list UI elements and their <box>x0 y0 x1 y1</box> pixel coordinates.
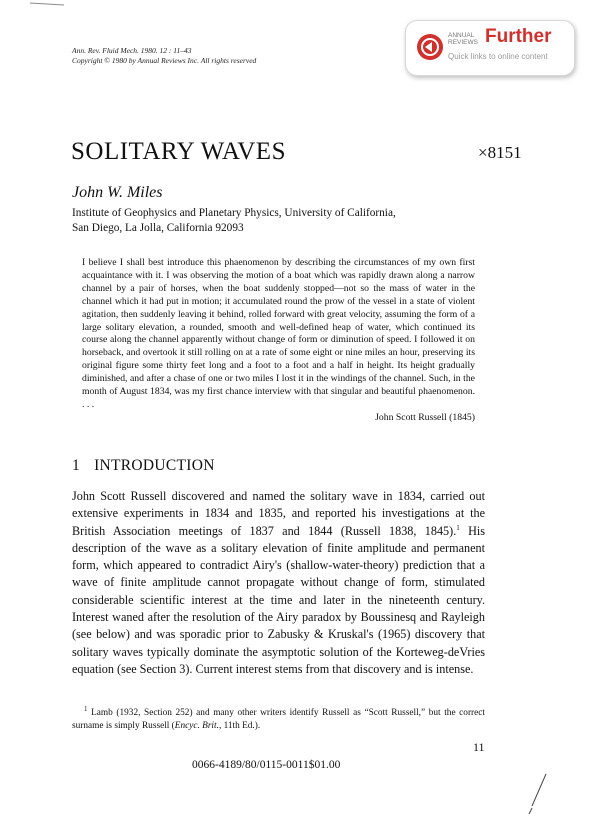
further-logo-icon <box>417 34 443 60</box>
annual-label: ANNUAL <box>448 32 475 39</box>
further-subtitle: Quick links to online content <box>448 52 548 61</box>
reviews-label: REVIEWS <box>448 39 478 46</box>
journal-line: Ann. Rev. Fluid Mech. 1980. 12 : 11–43 <box>72 46 192 55</box>
page-number: 11 <box>473 740 485 754</box>
section-number: 1 <box>72 457 81 474</box>
footnote-marker: 1 <box>84 704 88 713</box>
author-affiliation <box>72 206 472 236</box>
epigraph-attribution: John Scott Russell (1845) <box>375 411 475 423</box>
section-title: INTRODUCTION <box>94 457 215 474</box>
pen-mark <box>520 772 550 816</box>
further-badge[interactable] <box>405 20 575 76</box>
section-heading <box>72 457 215 475</box>
intro-text-part-2: His description of the wave as a solitary elevation of finite amplitude and permanent form, which appeared to contradict Airy's (shallow-water-theory) prediction that a wave of finite amplitude cannot propagate without change of form, stimulated considerable scientific interest at the time and later in the nineteenth century. Interest waned after the resolution of the Airy paradox by Boussinesq and Rayleigh (see below) and was sporadic prior to Zabusky & Kruskal's (1965) discovery that solitary waves typically dominate the asymptotic solution of the Korteweg-deVries equation (see Section 3). Current interest stems from that discovery and is intense. <box>72 523 485 676</box>
author-name: John W. Miles <box>72 184 163 201</box>
footnote-text-1: Lamb (1932, Section 252) and many other writers identify Russell as “Scott Russell,” but the correct surname is simply Russell ( <box>72 708 485 731</box>
footnote-source: Encyc. Brit. <box>174 720 219 731</box>
annual-reviews-logo-text <box>448 32 478 46</box>
article-code: ×8151 <box>478 143 522 162</box>
affiliation-line-1: Institute of Geophysics and Planetary Physics, University of California, <box>72 207 396 219</box>
footnote-text-2: , 11th Ed.). <box>218 720 261 731</box>
price-code: 0066-4189/80/0115-0011$01.00 <box>192 759 341 771</box>
scan-smudge <box>30 0 70 8</box>
affiliation-line-2: San Diego, La Jolla, California 92093 <box>72 222 244 234</box>
intro-paragraph <box>72 488 485 678</box>
article-title: SOLITARY WAVES <box>71 138 286 165</box>
further-label: Further <box>485 26 552 47</box>
epigraph-text: I believe I shall best introduce this phaenomenon by describing the circumstances of my own first acquaintance with it. I was observing the motion of a boat which was rapidly drawn along a narrow channel by a pair of horses, when the boat suddenly stopped—not so the mass of water in the channel which it had put in motion; it accumulated round the prow of the vessel in a state of violent agitation, then suddenly leaving it behind, rolled forward with great velocity, assuming the form of a large solitary elevation, a rounded, smooth and well-defined heap of water, which continued its course along the channel apparently without change of form or diminution of speed. I followed it on horseback, and overtook it still rolling on at a rate of some eight or nine miles an hour, preserving its original figure some thirty feet long and a foot to a foot and a half in height. Its height gradually diminished, and after a chase of one or two miles I lost it in the windings of the channel. Such, in the month of August 1834, was my first chance interview with that singular and beautiful phaenomenon. . . . <box>82 257 475 410</box>
intro-text-part-1: John Scott Russell discovered and named the solitary wave in 1834, carried out extensive experiments in 1834 and 1835, and reported his investigations at the British Association meetings of 1837 and 1844 (Russell 1838, 1845). <box>72 489 485 538</box>
footnote-reference[interactable]: 1 <box>456 523 460 532</box>
journal-reference <box>72 46 256 66</box>
copyright-line: Copyright © 1980 by Annual Reviews Inc. All rights reserved <box>72 56 257 65</box>
epigraph <box>82 257 475 425</box>
footnote <box>72 704 485 732</box>
